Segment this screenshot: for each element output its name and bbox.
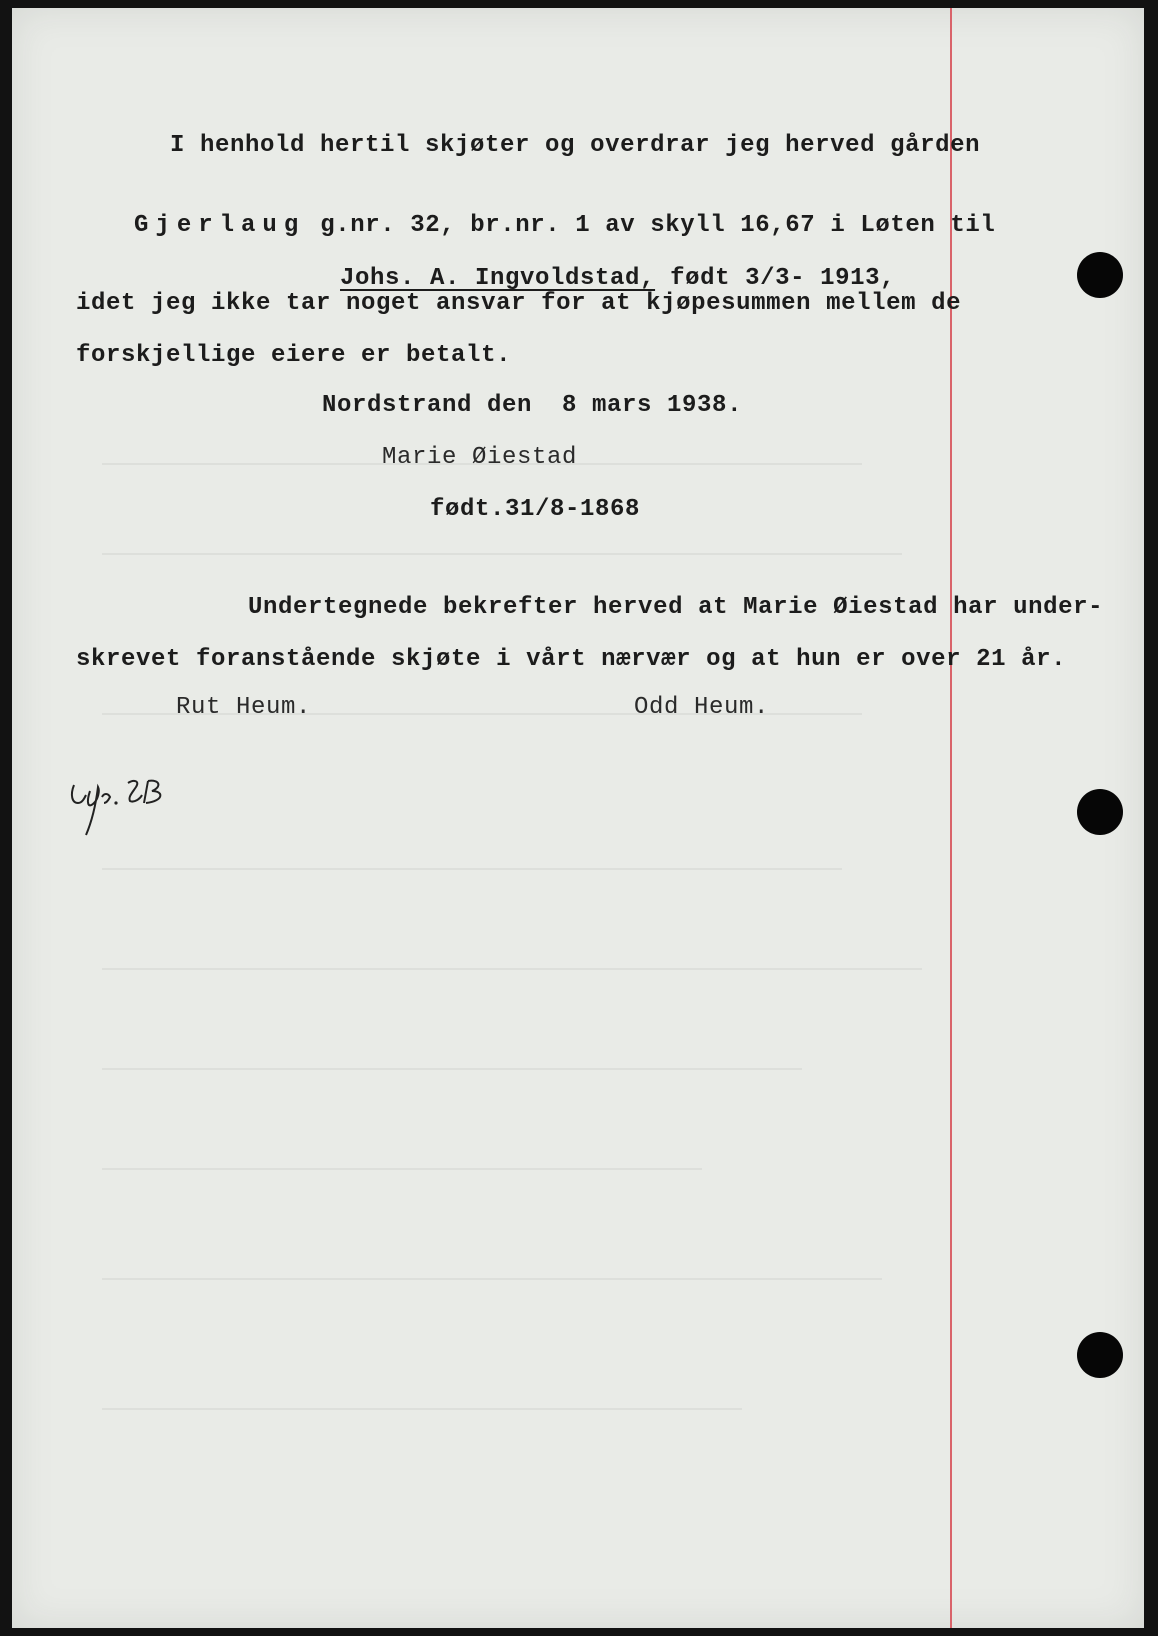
- bleed-through-line: [102, 868, 842, 870]
- handwritten-note: [68, 773, 178, 843]
- bleed-through-line: [102, 1068, 802, 1070]
- bleed-through-line: [102, 1408, 742, 1410]
- paragraph2-line1: Undertegnede bekrefter herved at Marie Øiestad har under-: [248, 594, 1104, 621]
- buyer-name: Johs. A. Ingvoldstad,: [340, 265, 656, 292]
- paragraph1-line4: idet jeg ikke tar noget ansvar for at kjøpesummen mellem de: [76, 290, 962, 317]
- paragraph1-line1: I henhold hertil skjøter og overdrar jeg herved gården: [170, 132, 981, 159]
- seller-name: Marie Øiestad: [382, 444, 578, 471]
- document-page: [12, 8, 1144, 1628]
- paragraph2-line2: skrevet foranstående skjøte i vårt nærvær og at hun er over 21 år.: [76, 646, 1067, 673]
- bleed-through-line: [102, 1168, 702, 1170]
- bleed-through-line: [102, 1278, 882, 1280]
- buyer-birth: født 3/3- 1913,: [655, 265, 896, 292]
- seller-birth: født.31/8-1868: [430, 496, 641, 523]
- bleed-through-line: [102, 553, 902, 555]
- paragraph1-line5: forskjellige eiere er betalt.: [76, 342, 512, 369]
- punch-hole: [1077, 1332, 1123, 1378]
- property-details: g.nr. 32, br.nr. 1 av skyll 16,67 i Løten til: [305, 212, 996, 239]
- punch-hole: [1077, 789, 1123, 835]
- witness-2: Odd Heum.: [634, 694, 770, 721]
- punch-hole: [1077, 252, 1123, 298]
- bleed-through-line: [102, 968, 922, 970]
- witness-1: Rut Heum.: [176, 694, 312, 721]
- farm-name: Gjerlaug: [134, 212, 306, 239]
- place-date: Nordstrand den 8 mars 1938.: [322, 392, 743, 419]
